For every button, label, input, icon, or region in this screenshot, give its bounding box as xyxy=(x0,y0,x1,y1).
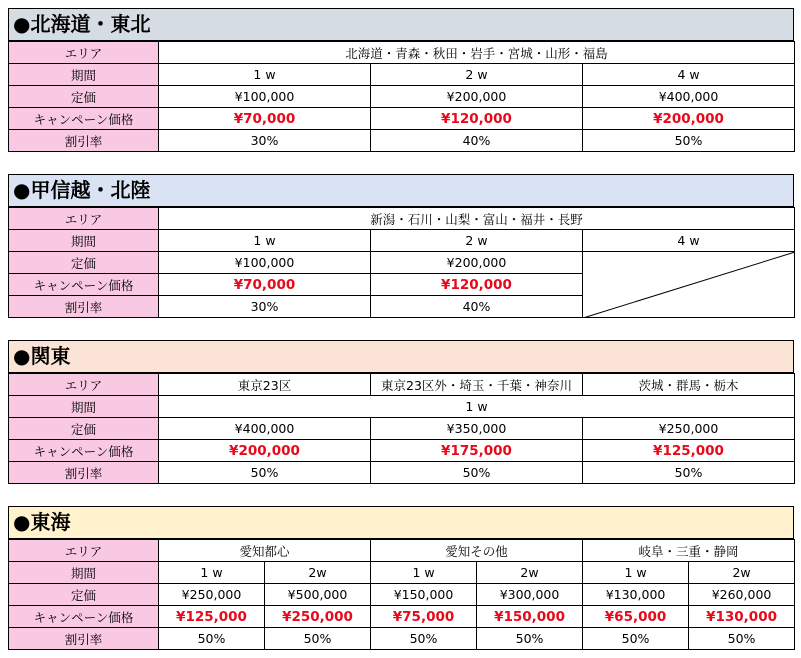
period-cell: 2w xyxy=(477,562,583,584)
table-row xyxy=(9,230,795,252)
campaign-price-cell: ¥200,000 xyxy=(583,108,795,130)
discount-cell: 40% xyxy=(371,296,583,318)
period-cell: 1 w xyxy=(159,562,265,584)
area-cell: 東京23区外・埼玉・千葉・神奈川 xyxy=(371,374,583,396)
discount-label: 割引率 xyxy=(9,296,159,318)
discount-cell: 50% xyxy=(371,628,477,650)
price-cell: ¥400,000 xyxy=(583,86,795,108)
price-cell: ¥400,000 xyxy=(159,418,371,440)
price-cell: ¥150,000 xyxy=(371,584,477,606)
section-hokkaido-tohoku xyxy=(8,8,794,152)
discount-cell: 50% xyxy=(583,628,689,650)
price-table xyxy=(8,41,795,152)
period-cell: 2 w xyxy=(371,64,583,86)
table-row xyxy=(9,606,795,628)
campaign-price-cell: ¥250,000 xyxy=(265,606,371,628)
price-table xyxy=(8,373,795,484)
campaign-price-cell: ¥75,000 xyxy=(371,606,477,628)
area-label: エリア xyxy=(9,208,159,230)
campaign-label: キャンペーン価格 xyxy=(9,108,159,130)
campaign-label: キャンペーン価格 xyxy=(9,274,159,296)
campaign-label: キャンペーン価格 xyxy=(9,440,159,462)
campaign-price-cell: ¥70,000 xyxy=(159,274,371,296)
table-row xyxy=(9,108,795,130)
table-row xyxy=(9,42,795,64)
table-row xyxy=(9,440,795,462)
period-label: 期間 xyxy=(9,230,159,252)
table-row xyxy=(9,584,795,606)
period-cell: 1 w xyxy=(583,562,689,584)
section-title: ●関東 xyxy=(8,340,794,373)
discount-label: 割引率 xyxy=(9,628,159,650)
discount-cell: 50% xyxy=(159,628,265,650)
discount-cell: 50% xyxy=(265,628,371,650)
table-row xyxy=(9,396,795,418)
diagonal-strike xyxy=(583,252,795,318)
price-cell: ¥130,000 xyxy=(583,584,689,606)
table-row xyxy=(9,208,795,230)
discount-cell: 30% xyxy=(159,296,371,318)
period-cell: 1 w xyxy=(159,230,371,252)
campaign-price-cell: ¥65,000 xyxy=(583,606,689,628)
price-label: 定価 xyxy=(9,86,159,108)
table-row xyxy=(9,374,795,396)
section-title: ●北海道・東北 xyxy=(8,8,794,41)
price-cell: ¥350,000 xyxy=(371,418,583,440)
price-table xyxy=(8,539,795,650)
discount-label: 割引率 xyxy=(9,462,159,484)
discount-cell: 50% xyxy=(583,462,795,484)
campaign-price-cell: ¥120,000 xyxy=(371,108,583,130)
section-kanto xyxy=(8,340,794,484)
discount-cell: 50% xyxy=(583,130,795,152)
price-cell: ¥500,000 xyxy=(265,584,371,606)
discount-cell: 50% xyxy=(689,628,795,650)
campaign-price-cell: ¥120,000 xyxy=(371,274,583,296)
period-cell: 1 w xyxy=(159,396,795,418)
price-cell: ¥200,000 xyxy=(371,252,583,274)
section-title: ●甲信越・北陸 xyxy=(8,174,794,207)
period-label: 期間 xyxy=(9,64,159,86)
period-cell: 2 w xyxy=(371,230,583,252)
price-cell: ¥200,000 xyxy=(371,86,583,108)
table-row xyxy=(9,130,795,152)
campaign-price-cell: ¥150,000 xyxy=(477,606,583,628)
price-label: 定価 xyxy=(9,252,159,274)
section-title: ●東海 xyxy=(8,506,794,539)
discount-cell: 30% xyxy=(159,130,371,152)
price-table xyxy=(8,207,795,318)
price-label: 定価 xyxy=(9,418,159,440)
area-cell: 愛知その他 xyxy=(371,540,583,562)
period-label: 期間 xyxy=(9,396,159,418)
period-cell: 2w xyxy=(265,562,371,584)
price-cell: ¥250,000 xyxy=(159,584,265,606)
period-cell: 1 w xyxy=(159,64,371,86)
discount-cell: 40% xyxy=(371,130,583,152)
table-row xyxy=(9,86,795,108)
discount-cell: 50% xyxy=(371,462,583,484)
campaign-label: キャンペーン価格 xyxy=(9,606,159,628)
table-row xyxy=(9,628,795,650)
area-cell: 岐阜・三重・静岡 xyxy=(583,540,795,562)
area-label: エリア xyxy=(9,374,159,396)
section-tokai xyxy=(8,506,794,650)
price-cell: ¥100,000 xyxy=(159,86,371,108)
campaign-price-cell: ¥200,000 xyxy=(159,440,371,462)
area-cell: 愛知都心 xyxy=(159,540,371,562)
price-cell: ¥300,000 xyxy=(477,584,583,606)
period-label: 期間 xyxy=(9,562,159,584)
section-koshinetsu-hokuriku xyxy=(8,174,794,318)
table-row xyxy=(9,540,795,562)
price-cell: ¥100,000 xyxy=(159,252,371,274)
area-label: エリア xyxy=(9,540,159,562)
period-cell: 1 w xyxy=(371,562,477,584)
area-cell: 茨城・群馬・栃木 xyxy=(583,374,795,396)
period-cell: 4 w xyxy=(583,230,795,252)
period-cell: 2w xyxy=(689,562,795,584)
period-cell: 4 w xyxy=(583,64,795,86)
campaign-price-cell: ¥125,000 xyxy=(159,606,265,628)
campaign-price-cell: ¥130,000 xyxy=(689,606,795,628)
area-value: 新潟・石川・山梨・富山・福井・長野 xyxy=(159,208,795,230)
campaign-price-cell: ¥70,000 xyxy=(159,108,371,130)
area-value: 北海道・青森・秋田・岩手・宮城・山形・福島 xyxy=(159,42,795,64)
discount-cell: 50% xyxy=(477,628,583,650)
discount-cell: 50% xyxy=(159,462,371,484)
area-label: エリア xyxy=(9,42,159,64)
price-label: 定価 xyxy=(9,584,159,606)
area-cell: 東京23区 xyxy=(159,374,371,396)
discount-label: 割引率 xyxy=(9,130,159,152)
price-cell: ¥260,000 xyxy=(689,584,795,606)
table-row xyxy=(9,562,795,584)
campaign-price-cell: ¥175,000 xyxy=(371,440,583,462)
table-row xyxy=(9,418,795,440)
table-row xyxy=(9,462,795,484)
table-row xyxy=(9,64,795,86)
table-row xyxy=(9,252,795,274)
not-available-cell xyxy=(583,252,795,318)
campaign-price-cell: ¥125,000 xyxy=(583,440,795,462)
price-cell: ¥250,000 xyxy=(583,418,795,440)
